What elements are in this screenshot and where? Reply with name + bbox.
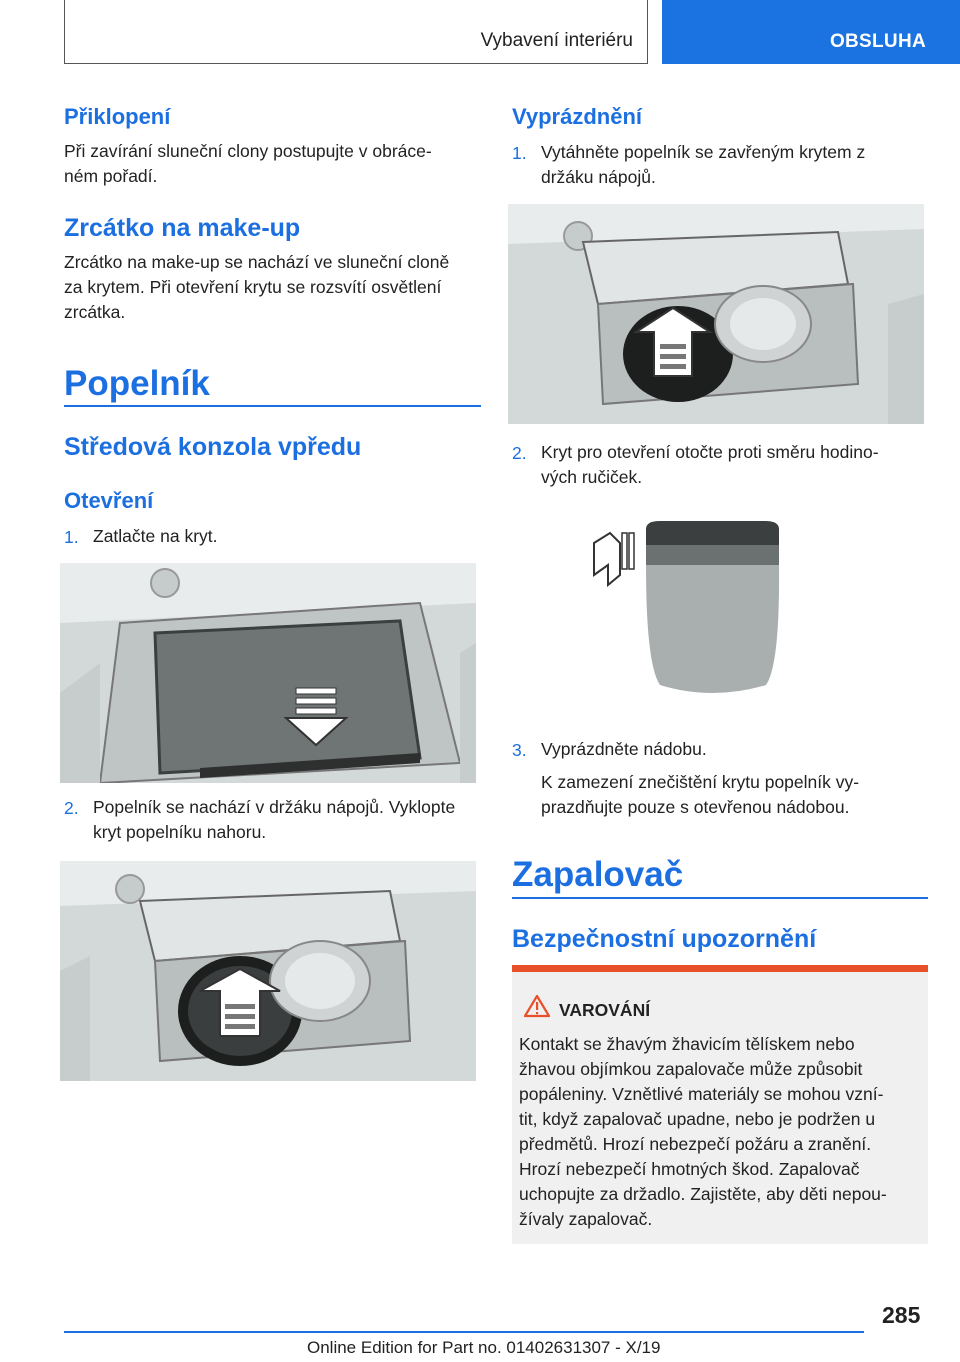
paragraph-priklopeni [64,139,432,189]
heading-zapalovac: Zapalovač [512,855,684,894]
text-line: tit, když zapalovač upadne, nebo je podržen u [519,1109,876,1129]
section-tab[interactable] [662,0,960,64]
text-line: Popelník se nachází v držáku nápojů. Vyklopte [93,797,456,817]
ashtray-container-svg [580,515,790,705]
step-note [541,770,859,820]
section-tab-label: OBSLUHA [829,31,926,52]
text-line: Zrcátko na make-up se nachází ve sluneční cloně [64,252,450,272]
text-line: Kryt pro otevření otočte proti směru hodino- [541,442,879,462]
text-line: Hrozí nebezpečí hmotných škod. Zapalovač [519,1159,860,1179]
footer-rule [64,1331,864,1333]
heading-vyprazdneni: Vyprázdnění [512,104,642,129]
text-line: zrcátka. [64,302,126,322]
text-line: Při zavírání sluneční clony postupujte v obráce- [64,141,432,161]
step-text [541,440,879,490]
heading-priklopeni: Přiklopení [64,104,171,129]
warning-text [519,1032,887,1232]
heading-popelnik: Popelník [64,364,210,403]
footer-edition: Online Edition for Part no. 01402631307 - X/19 [307,1338,661,1357]
text-line: Kontakt se žhavým žhavicím tělískem nebo [519,1034,855,1054]
text-line: uchopujte za držadlo. Zajistěte, aby děti nepou- [519,1184,887,1204]
step-text: Zatlačte na kryt. [93,526,218,546]
step-text [541,140,865,190]
heading-otevreni: Otevření [64,488,154,513]
text-line: ném pořadí. [64,166,158,186]
text-line: žívaly zapalovač. [519,1209,653,1229]
heading-bezpecnost: Bezpečnostní upozornění [512,925,817,953]
chapter-title: Vybavení interiéru [480,30,633,51]
illustration-remove-ashtray [508,204,924,424]
step-number: 2. [64,798,79,818]
text-line: prazdňujte pouze s otevřenou nádobou. [541,797,850,817]
heading-rule [64,405,481,407]
console-remove-svg [508,204,924,424]
text-line: předmětů. Hrozí nebezpečí požáru a zranění. [519,1134,872,1154]
warning-box [512,965,928,1244]
console-open-svg [60,861,476,1081]
heading-rule [512,897,928,899]
text-line: popáleniny. Vznětlivé materiály se mohou vzní- [519,1084,884,1104]
illustration-press-cover [60,563,476,783]
heading-zrcatko: Zrcátko na make-up [64,214,301,242]
warning-label: VAROVÁNÍ [559,1000,651,1020]
paragraph-zrcatko [64,250,449,325]
warning-triangle-icon [524,994,550,1023]
console-closed-svg [60,563,476,783]
text-line: kryt popelníku nahoru. [93,822,267,842]
text-line: žhavou objímkou zapalovače může způsobit [519,1059,863,1079]
text-line: za krytem. Při otevření krytu se rozsvítí osvětlení [64,277,442,297]
text-line: vých ručiček. [541,467,643,487]
step-number: 2. [512,443,527,463]
heading-konzola: Středová konzola vpředu [64,433,362,461]
step-text: Vyprázdněte nádobu. [541,739,707,759]
illustration-ashtray-container [580,515,790,705]
text-line: držáku nápojů. [541,167,656,187]
step-number: 1. [64,527,79,547]
page-number: 285 [882,1302,921,1328]
header-chapter-box [64,0,648,64]
step-number: 1. [512,143,527,163]
text-line: Vytáhněte popelník se zavřeným krytem z [541,142,866,162]
step-number: 3. [512,740,527,760]
text-line: K zamezení znečištění krytu popelník vy- [541,772,860,792]
step-text [93,795,455,845]
illustration-open-cover [60,861,476,1081]
